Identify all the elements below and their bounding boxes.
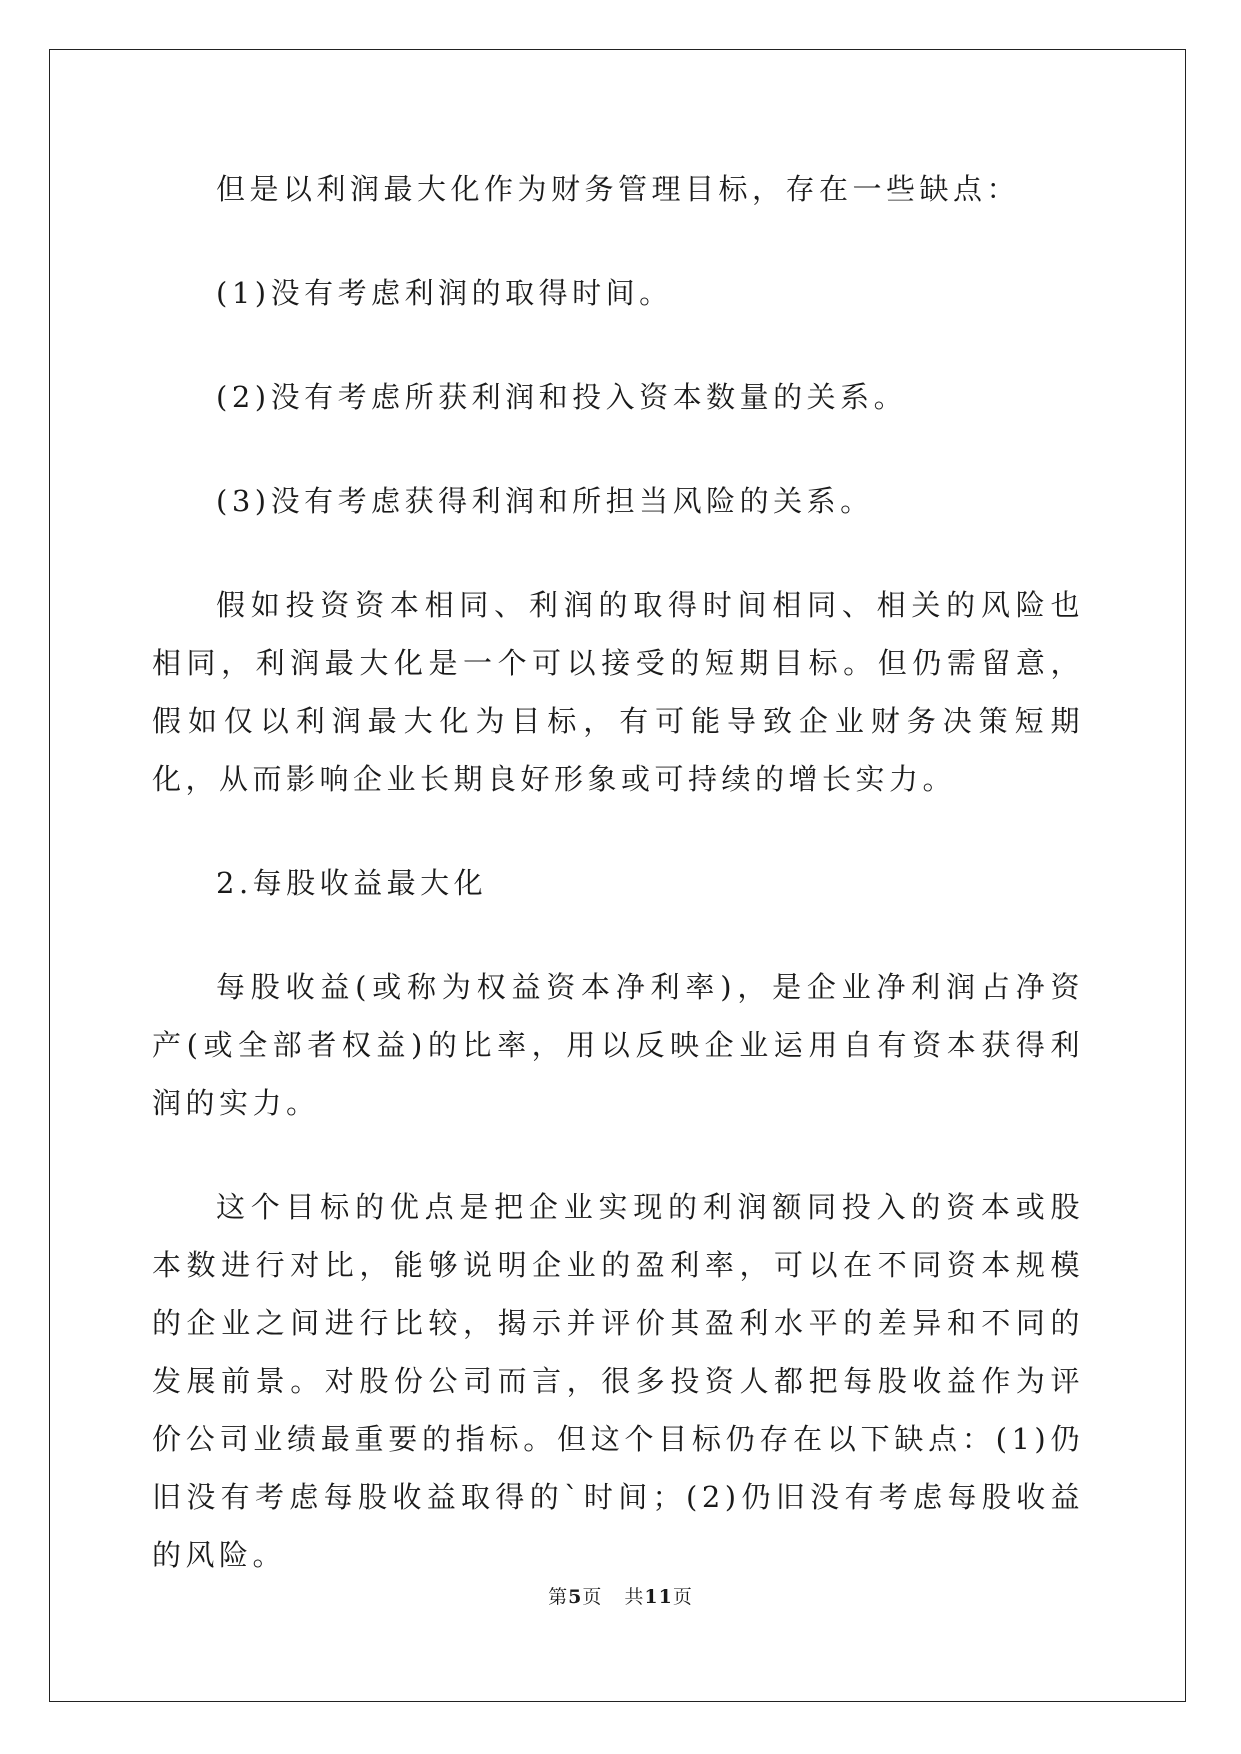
paragraph-analysis: 这个目标的优点是把企业实现的利润额同投入的资本或股本数进行对比，能够说明企业的盈利率，可以在不同资本规模的企业之间进行比较，揭示并评价其盈利水平的差异和不同的发展前景。对股份公司而言，很多投资人都把每股收益作为评价公司业绩最重要的指标。但这个目标仍存在以下缺点：(1)仍旧没有考虑每股收益取得的`时间；(2)仍旧没有考虑每股收益的风险。 — [152, 1190, 1084, 1572]
page-total: 11 — [644, 1586, 673, 1608]
page-current: 5 — [568, 1586, 583, 1608]
paragraph-point-2: (2)没有考虑所获利润和投入资本数量的关系。 — [216, 380, 908, 414]
section-heading: 2.每股收益最大化 — [216, 866, 488, 900]
paragraph-point-3: (3)没有考虑获得利润和所担当风险的关系。 — [216, 484, 874, 518]
page-footer — [0, 1582, 1241, 1609]
paragraph-definition: 每股收益(或称为权益资本净利率)，是企业净利润占净资产(或全部者权益)的比率，用以反映企业运用自有资本获得利润的实力。 — [152, 970, 1084, 1120]
page-suffix: 页 — [582, 1586, 603, 1608]
paragraph-point-1: (1)没有考虑利润的取得时间。 — [216, 276, 673, 310]
paragraph-conclusion: 假如投资资本相同、利润的取得时间相同、相关的风险也相同，利润最大化是一个可以接受的短期目标。但仍需留意，假如仅以利润最大化为目标，有可能导致企业财务决策短期化，从而影响企业长期良好形象或可持续的增长实力。 — [152, 588, 1084, 796]
total-prefix: 共 — [624, 1586, 645, 1608]
document-body — [152, 160, 1084, 1630]
paragraph-intro: 但是以利润最大化作为财务管理目标，存在一些缺点： — [216, 172, 1021, 206]
total-suffix: 页 — [672, 1586, 693, 1608]
page-prefix: 第 — [548, 1586, 569, 1608]
